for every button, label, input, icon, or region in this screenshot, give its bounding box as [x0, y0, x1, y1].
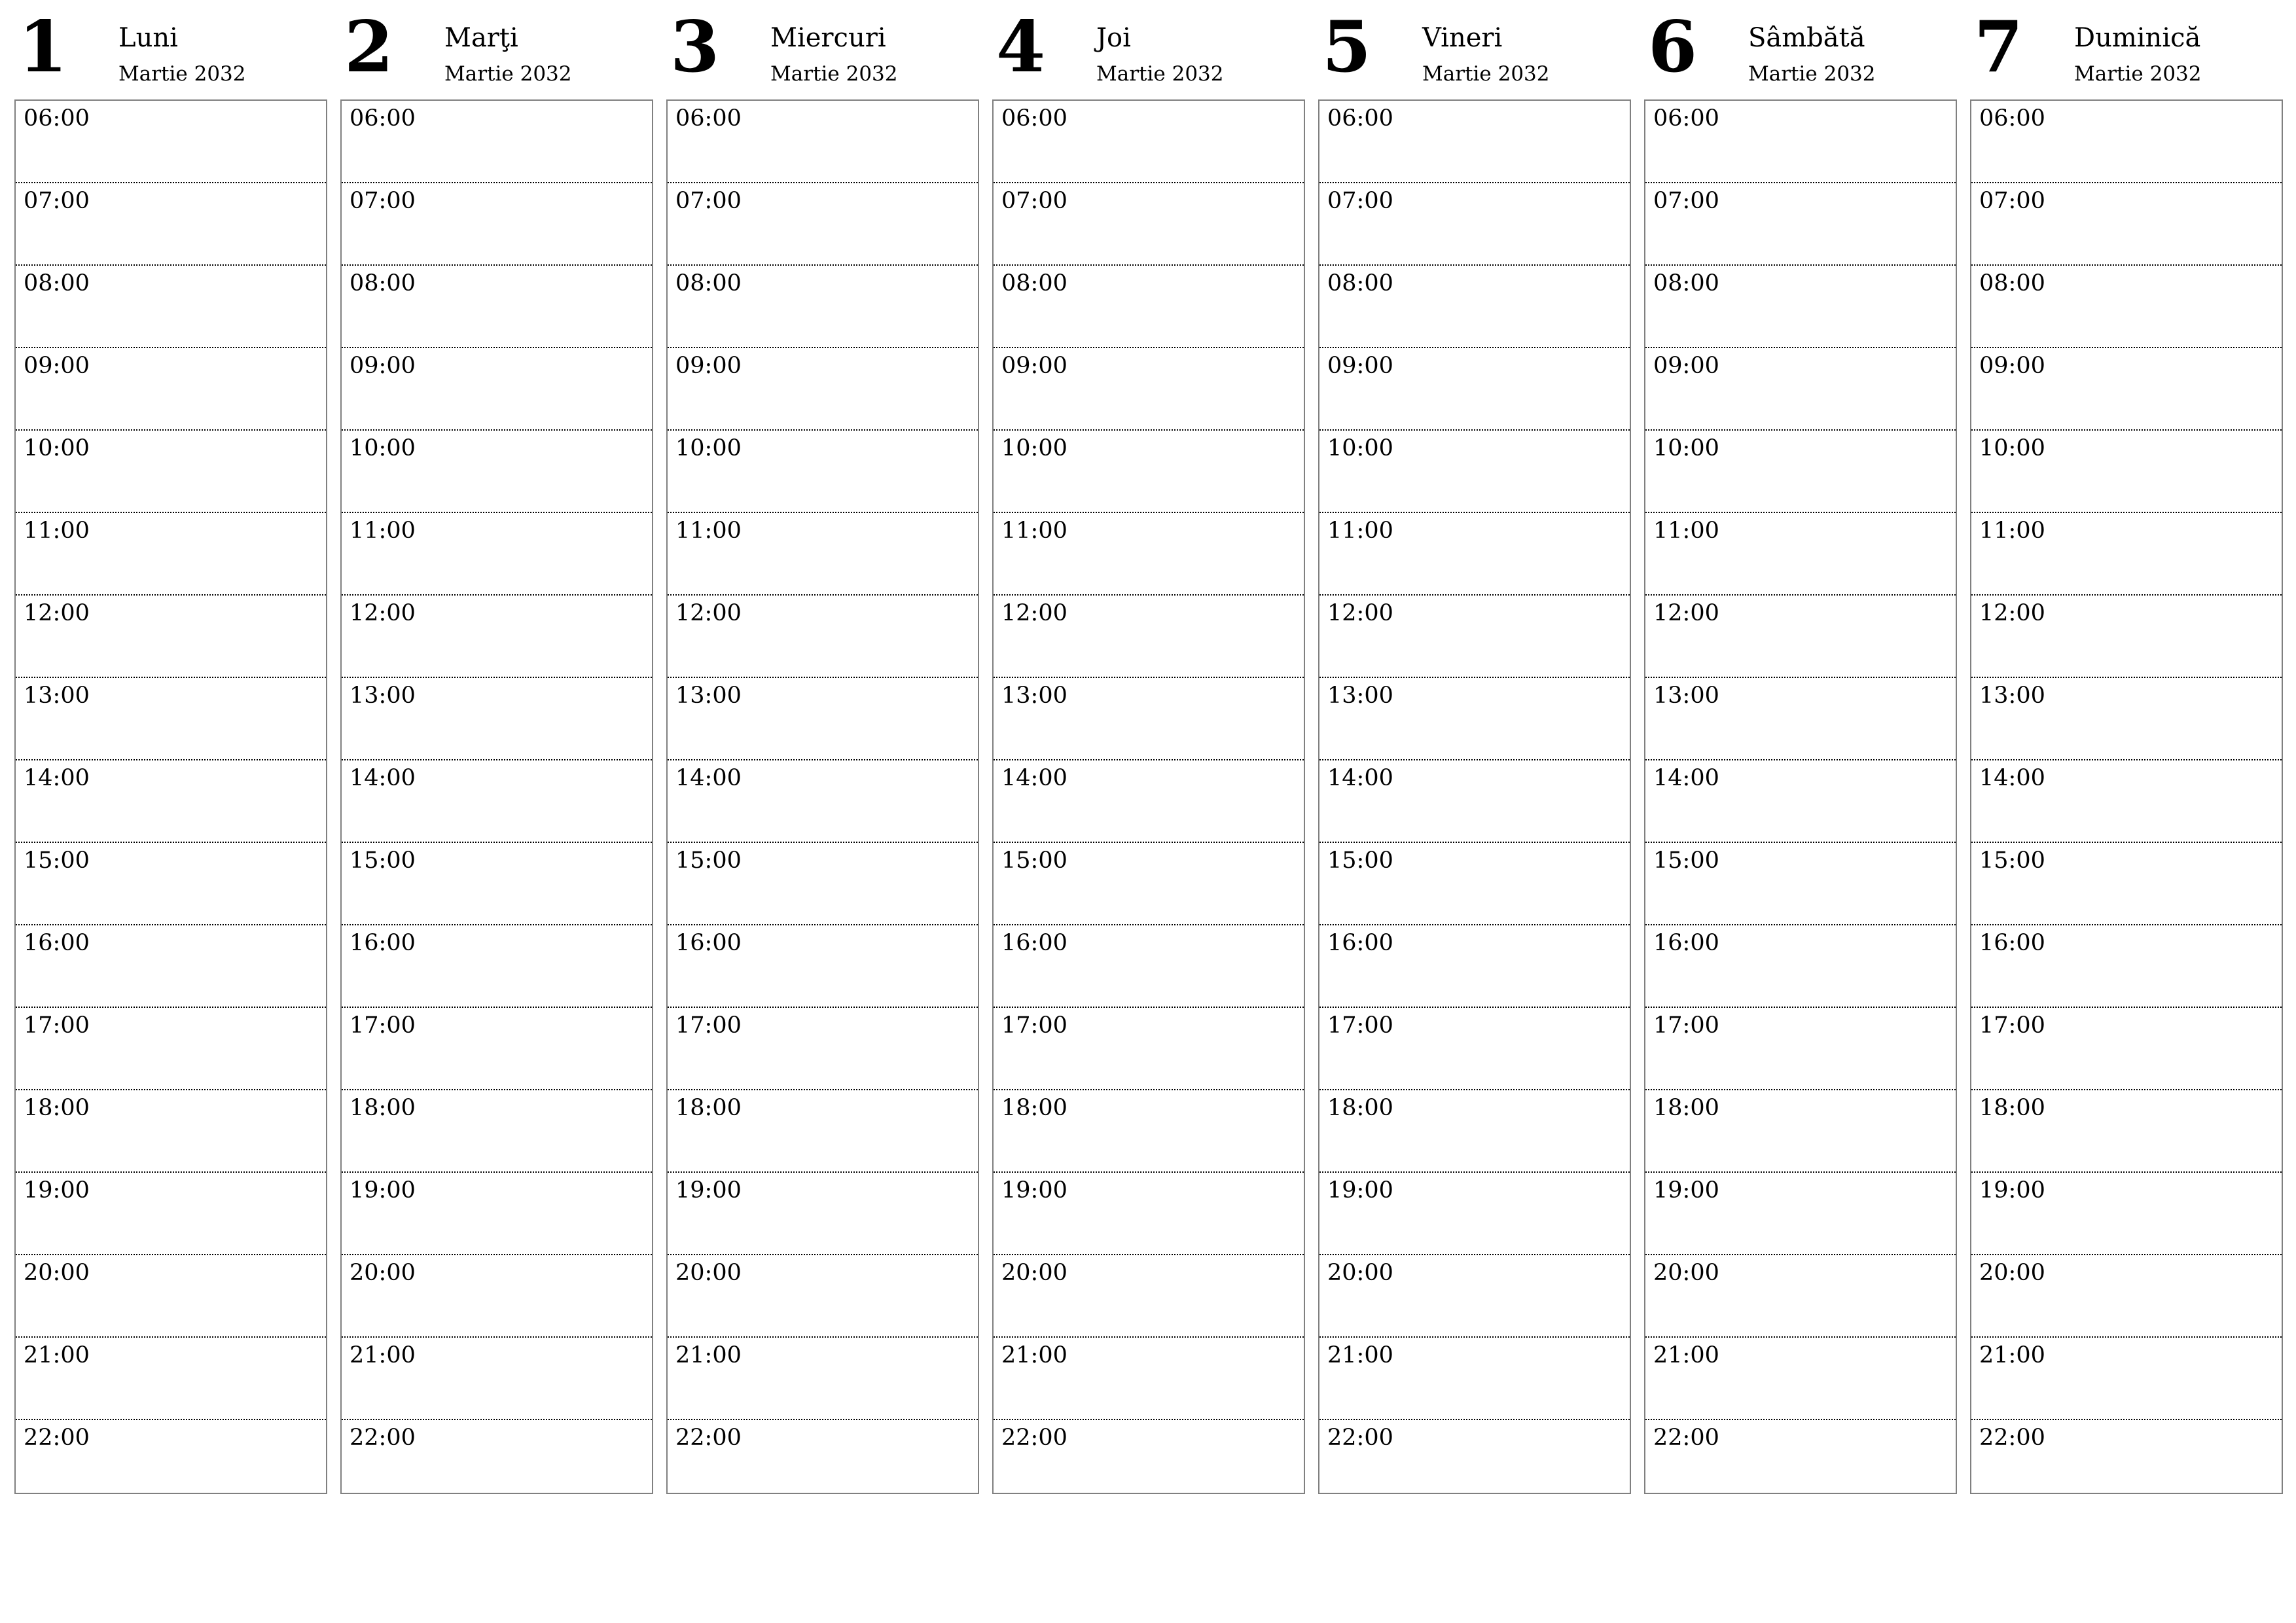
hour-slot[interactable]: [994, 1338, 1304, 1420]
day-number: 5: [1322, 6, 1371, 88]
hour-slot[interactable]: [994, 596, 1304, 678]
hour-slot[interactable]: [1645, 431, 1956, 513]
hour-label: 19:00: [350, 1177, 416, 1204]
hour-slot[interactable]: [1319, 760, 1630, 843]
hour-slot[interactable]: [994, 1173, 1304, 1255]
hour-slot[interactable]: [1971, 266, 2282, 348]
hour-slot[interactable]: [1971, 1008, 2282, 1090]
hour-label: 12:00: [675, 600, 742, 626]
hour-slot[interactable]: [668, 678, 978, 760]
hour-slot[interactable]: [994, 843, 1304, 925]
hour-slot[interactable]: [1971, 1420, 2282, 1501]
day-number: 6: [1648, 6, 1696, 88]
hour-slot[interactable]: [668, 843, 978, 925]
hour-slot[interactable]: [16, 431, 326, 513]
hour-label: 21:00: [1979, 1342, 2045, 1368]
day-column: [1644, 0, 1957, 1451]
hour-slot[interactable]: [342, 678, 652, 760]
hour-slot[interactable]: [16, 348, 326, 431]
hour-slot[interactable]: [1645, 183, 1956, 266]
hour-slot[interactable]: [1319, 843, 1630, 925]
day-name: Vineri: [1422, 23, 1503, 53]
hour-slot[interactable]: [668, 101, 978, 183]
hour-label: 21:00: [675, 1342, 742, 1368]
hour-label: 18:00: [1653, 1095, 1719, 1121]
day-number: 3: [670, 6, 719, 88]
hour-slot[interactable]: [1319, 925, 1630, 1008]
hour-slot[interactable]: [668, 431, 978, 513]
hour-slot[interactable]: [1971, 760, 2282, 843]
hour-slot[interactable]: [342, 348, 652, 431]
hour-slot[interactable]: [668, 1420, 978, 1501]
hour-label: 15:00: [24, 847, 90, 874]
hour-slot[interactable]: [668, 183, 978, 266]
hour-slot[interactable]: [668, 925, 978, 1008]
hour-slot[interactable]: [342, 596, 652, 678]
month-label: Martie 2032: [444, 62, 572, 86]
hour-label: 14:00: [1001, 765, 1067, 791]
hour-slot[interactable]: [342, 183, 652, 266]
hour-label: 11:00: [1001, 518, 1067, 544]
hour-label: 07:00: [1001, 188, 1067, 214]
hour-label: 17:00: [24, 1012, 90, 1039]
hour-slot[interactable]: [1645, 678, 1956, 760]
hour-label: 18:00: [1001, 1095, 1067, 1121]
hour-slot[interactable]: [342, 513, 652, 596]
hour-label: 12:00: [1979, 600, 2045, 626]
hour-slot[interactable]: [994, 925, 1304, 1008]
day-header: [1644, 0, 1957, 99]
hour-label: 14:00: [1979, 765, 2045, 791]
hour-label: 20:00: [675, 1260, 742, 1286]
hour-label: 14:00: [350, 765, 416, 791]
day-header: [14, 0, 327, 99]
hour-slot[interactable]: [342, 431, 652, 513]
hour-label: 07:00: [1327, 188, 1393, 214]
hour-slot[interactable]: [1971, 678, 2282, 760]
hour-label: 16:00: [1001, 930, 1067, 956]
hour-label: 11:00: [1979, 518, 2045, 544]
hour-label: 22:00: [1001, 1425, 1067, 1451]
hour-label: 12:00: [24, 600, 90, 626]
hour-label: 19:00: [24, 1177, 90, 1204]
day-header: [340, 0, 653, 99]
hour-label: 06:00: [1327, 105, 1393, 132]
hour-label: 08:00: [1327, 270, 1393, 296]
hour-label: 09:00: [1979, 353, 2045, 379]
hour-label: 20:00: [24, 1260, 90, 1286]
hour-slot[interactable]: [668, 266, 978, 348]
day-column: [14, 0, 327, 1451]
hour-label: 19:00: [1327, 1177, 1393, 1204]
hour-slot[interactable]: [16, 925, 326, 1008]
day-column: [666, 0, 979, 1451]
hour-label: 15:00: [1001, 847, 1067, 874]
hour-slot[interactable]: [1319, 1255, 1630, 1338]
day-schedule-box: [340, 99, 653, 1494]
hour-label: 08:00: [1001, 270, 1067, 296]
hour-label: 21:00: [24, 1342, 90, 1368]
hour-slot[interactable]: [1971, 1255, 2282, 1338]
hour-slot[interactable]: [994, 348, 1304, 431]
hour-slot[interactable]: [16, 843, 326, 925]
hour-label: 17:00: [1001, 1012, 1067, 1039]
hour-label: 21:00: [1001, 1342, 1067, 1368]
hour-slot[interactable]: [16, 678, 326, 760]
hour-slot[interactable]: [342, 925, 652, 1008]
hour-slot[interactable]: [16, 266, 326, 348]
hour-label: 10:00: [24, 435, 90, 461]
hour-label: 21:00: [350, 1342, 416, 1368]
hour-slot[interactable]: [342, 1255, 652, 1338]
day-column: [1970, 0, 2283, 1451]
hour-label: 13:00: [1001, 683, 1067, 709]
day-column: [340, 0, 653, 1451]
hour-label: 14:00: [1327, 765, 1393, 791]
hour-label: 18:00: [350, 1095, 416, 1121]
day-name: Marţi: [444, 23, 518, 53]
day-schedule-box: [666, 99, 979, 1494]
hour-slot[interactable]: [1319, 266, 1630, 348]
hour-slot[interactable]: [16, 596, 326, 678]
hour-label: 07:00: [1979, 188, 2045, 214]
hour-slot[interactable]: [668, 596, 978, 678]
hour-slot[interactable]: [16, 1338, 326, 1420]
hour-label: 20:00: [350, 1260, 416, 1286]
hour-slot[interactable]: [16, 513, 326, 596]
hour-slot[interactable]: [994, 513, 1304, 596]
hour-slot[interactable]: [994, 1008, 1304, 1090]
day-number: 4: [996, 6, 1045, 88]
hour-label: 10:00: [1979, 435, 2045, 461]
hour-label: 20:00: [1001, 1260, 1067, 1286]
hour-slot[interactable]: [1971, 513, 2282, 596]
hour-label: 09:00: [1001, 353, 1067, 379]
hour-slot[interactable]: [1971, 596, 2282, 678]
month-label: Martie 2032: [1748, 62, 1876, 86]
hour-slot[interactable]: [994, 1255, 1304, 1338]
hour-slot[interactable]: [1319, 1420, 1630, 1501]
hour-slot[interactable]: [16, 183, 326, 266]
hour-slot[interactable]: [342, 1338, 652, 1420]
hour-slot[interactable]: [1971, 183, 2282, 266]
hour-slot[interactable]: [1319, 1008, 1630, 1090]
hour-slot[interactable]: [1319, 431, 1630, 513]
hour-slot[interactable]: [342, 760, 652, 843]
hour-label: 09:00: [350, 353, 416, 379]
hour-label: 12:00: [1327, 600, 1393, 626]
hour-slot[interactable]: [1971, 348, 2282, 431]
hour-label: 17:00: [1979, 1012, 2045, 1039]
hour-slot[interactable]: [1971, 843, 2282, 925]
hour-label: 16:00: [675, 930, 742, 956]
hour-slot[interactable]: [994, 1090, 1304, 1173]
hour-label: 17:00: [675, 1012, 742, 1039]
hour-slot[interactable]: [1319, 1173, 1630, 1255]
hour-label: 22:00: [675, 1425, 742, 1451]
day-number: 7: [1974, 6, 2022, 88]
hour-label: 16:00: [1327, 930, 1393, 956]
hour-label: 22:00: [1653, 1425, 1719, 1451]
hour-label: 06:00: [675, 105, 742, 132]
hour-label: 16:00: [1979, 930, 2045, 956]
day-number: 1: [18, 6, 67, 88]
hour-slot[interactable]: [16, 760, 326, 843]
hour-label: 15:00: [1327, 847, 1393, 874]
hour-label: 14:00: [24, 765, 90, 791]
hour-slot[interactable]: [1645, 513, 1956, 596]
hour-slot[interactable]: [1645, 1090, 1956, 1173]
hour-label: 17:00: [1327, 1012, 1393, 1039]
hour-label: 08:00: [1653, 270, 1719, 296]
hour-slot[interactable]: [1645, 101, 1956, 183]
hour-label: 22:00: [350, 1425, 416, 1451]
hour-label: 17:00: [350, 1012, 416, 1039]
hour-label: 15:00: [1653, 847, 1719, 874]
hour-slot[interactable]: [1645, 760, 1956, 843]
hour-label: 10:00: [350, 435, 416, 461]
hour-label: 06:00: [24, 105, 90, 132]
day-name: Luni: [118, 23, 178, 53]
hour-label: 13:00: [1653, 683, 1719, 709]
hour-label: 20:00: [1653, 1260, 1719, 1286]
hour-label: 12:00: [1001, 600, 1067, 626]
day-name: Duminică: [2074, 23, 2201, 53]
hour-label: 19:00: [1001, 1177, 1067, 1204]
hour-slot[interactable]: [994, 760, 1304, 843]
hour-slot[interactable]: [1645, 1420, 1956, 1501]
hour-label: 18:00: [675, 1095, 742, 1121]
day-schedule-box: [1644, 99, 1957, 1494]
day-schedule-box: [992, 99, 1305, 1494]
hour-slot[interactable]: [668, 513, 978, 596]
day-column: [992, 0, 1305, 1451]
hour-label: 08:00: [350, 270, 416, 296]
month-label: Martie 2032: [1096, 62, 1224, 86]
hour-slot[interactable]: [1645, 1173, 1956, 1255]
hour-label: 18:00: [24, 1095, 90, 1121]
hour-label: 10:00: [675, 435, 742, 461]
hour-slot[interactable]: [16, 1008, 326, 1090]
hour-slot[interactable]: [668, 1008, 978, 1090]
hour-slot[interactable]: [1319, 513, 1630, 596]
hour-label: 11:00: [675, 518, 742, 544]
hour-label: 16:00: [24, 930, 90, 956]
hour-slot[interactable]: [1645, 1255, 1956, 1338]
day-schedule-box: [1970, 99, 2283, 1494]
day-column: [1318, 0, 1631, 1451]
hour-label: 08:00: [24, 270, 90, 296]
hour-slot[interactable]: [1645, 348, 1956, 431]
month-label: Martie 2032: [1422, 62, 1550, 86]
hour-label: 20:00: [1979, 1260, 2045, 1286]
hour-label: 11:00: [1327, 518, 1393, 544]
hour-slot[interactable]: [16, 1420, 326, 1501]
hour-slot[interactable]: [1645, 1338, 1956, 1420]
hour-label: 12:00: [1653, 600, 1719, 626]
hour-slot[interactable]: [1645, 596, 1956, 678]
hour-label: 09:00: [1327, 353, 1393, 379]
hour-slot[interactable]: [668, 1338, 978, 1420]
month-label: Martie 2032: [118, 62, 246, 86]
hour-slot[interactable]: [16, 1090, 326, 1173]
hour-label: 07:00: [675, 188, 742, 214]
hour-label: 21:00: [1653, 1342, 1719, 1368]
hour-label: 12:00: [350, 600, 416, 626]
hour-slot[interactable]: [342, 843, 652, 925]
day-name: Joi: [1096, 23, 1131, 53]
day-schedule-box: [14, 99, 327, 1494]
hour-label: 07:00: [1653, 188, 1719, 214]
hour-slot[interactable]: [342, 266, 652, 348]
hour-label: 19:00: [675, 1177, 742, 1204]
hour-slot[interactable]: [1319, 596, 1630, 678]
hour-slot[interactable]: [1971, 101, 2282, 183]
hour-label: 09:00: [675, 353, 742, 379]
hour-label: 15:00: [1979, 847, 2045, 874]
hour-label: 08:00: [1979, 270, 2045, 296]
hour-label: 22:00: [1979, 1425, 2045, 1451]
hour-slot[interactable]: [668, 760, 978, 843]
day-header: [1318, 0, 1631, 99]
day-name: Sâmbătă: [1748, 23, 1865, 53]
hour-label: 20:00: [1327, 1260, 1393, 1286]
hour-slot[interactable]: [342, 1008, 652, 1090]
hour-slot[interactable]: [1971, 1090, 2282, 1173]
hour-label: 15:00: [675, 847, 742, 874]
hour-label: 17:00: [1653, 1012, 1719, 1039]
hour-label: 08:00: [675, 270, 742, 296]
hour-label: 19:00: [1979, 1177, 2045, 1204]
day-header: [1970, 0, 2283, 99]
hour-label: 13:00: [675, 683, 742, 709]
month-label: Martie 2032: [2074, 62, 2202, 86]
hour-label: 22:00: [24, 1425, 90, 1451]
hour-slot[interactable]: [994, 678, 1304, 760]
hour-slot[interactable]: [16, 101, 326, 183]
hour-slot[interactable]: [994, 266, 1304, 348]
hour-label: 06:00: [1001, 105, 1067, 132]
hour-label: 13:00: [350, 683, 416, 709]
hour-slot[interactable]: [1971, 1173, 2282, 1255]
hour-slot[interactable]: [668, 1173, 978, 1255]
hour-slot[interactable]: [1319, 183, 1630, 266]
day-name: Miercuri: [770, 23, 886, 53]
hour-slot[interactable]: [1971, 1338, 2282, 1420]
hour-slot[interactable]: [1645, 1008, 1956, 1090]
hour-slot[interactable]: [668, 348, 978, 431]
hour-label: 14:00: [1653, 765, 1719, 791]
hour-label: 06:00: [350, 105, 416, 132]
hour-label: 09:00: [24, 353, 90, 379]
hour-label: 10:00: [1327, 435, 1393, 461]
hour-slot[interactable]: [342, 1420, 652, 1501]
day-number: 2: [344, 6, 393, 88]
hour-label: 15:00: [350, 847, 416, 874]
hour-label: 10:00: [1001, 435, 1067, 461]
hour-label: 09:00: [1653, 353, 1719, 379]
hour-slot[interactable]: [16, 1173, 326, 1255]
hour-label: 18:00: [1327, 1095, 1393, 1121]
hour-slot[interactable]: [1645, 266, 1956, 348]
hour-slot[interactable]: [1319, 1090, 1630, 1173]
hour-slot[interactable]: [342, 1090, 652, 1173]
day-header: [666, 0, 979, 99]
hour-slot[interactable]: [342, 1173, 652, 1255]
hour-slot[interactable]: [1319, 348, 1630, 431]
hour-slot[interactable]: [1319, 101, 1630, 183]
hour-label: 06:00: [1979, 105, 2045, 132]
hour-label: 19:00: [1653, 1177, 1719, 1204]
hour-slot[interactable]: [16, 1255, 326, 1338]
hour-slot[interactable]: [1971, 431, 2282, 513]
hour-slot[interactable]: [342, 101, 652, 183]
hour-label: 14:00: [675, 765, 742, 791]
day-schedule-box: [1318, 99, 1631, 1494]
hour-slot[interactable]: [1971, 925, 2282, 1008]
hour-label: 07:00: [24, 188, 90, 214]
hour-slot[interactable]: [668, 1255, 978, 1338]
hour-slot[interactable]: [994, 101, 1304, 183]
hour-label: 18:00: [1979, 1095, 2045, 1121]
hour-label: 21:00: [1327, 1342, 1393, 1368]
hour-slot[interactable]: [994, 1420, 1304, 1501]
hour-label: 10:00: [1653, 435, 1719, 461]
hour-slot[interactable]: [668, 1090, 978, 1173]
day-header: [992, 0, 1305, 99]
hour-label: 11:00: [350, 518, 416, 544]
hour-label: 16:00: [1653, 930, 1719, 956]
hour-label: 11:00: [24, 518, 90, 544]
hour-slot[interactable]: [994, 183, 1304, 266]
hour-label: 06:00: [1653, 105, 1719, 132]
hour-slot[interactable]: [1319, 678, 1630, 760]
hour-slot[interactable]: [1645, 925, 1956, 1008]
hour-label: 16:00: [350, 930, 416, 956]
hour-label: 13:00: [1979, 683, 2045, 709]
hour-label: 13:00: [24, 683, 90, 709]
hour-label: 22:00: [1327, 1425, 1393, 1451]
hour-label: 13:00: [1327, 683, 1393, 709]
hour-slot[interactable]: [1319, 1338, 1630, 1420]
hour-slot[interactable]: [994, 431, 1304, 513]
month-label: Martie 2032: [770, 62, 898, 86]
hour-slot[interactable]: [1645, 843, 1956, 925]
hour-label: 07:00: [350, 188, 416, 214]
hour-label: 11:00: [1653, 518, 1719, 544]
